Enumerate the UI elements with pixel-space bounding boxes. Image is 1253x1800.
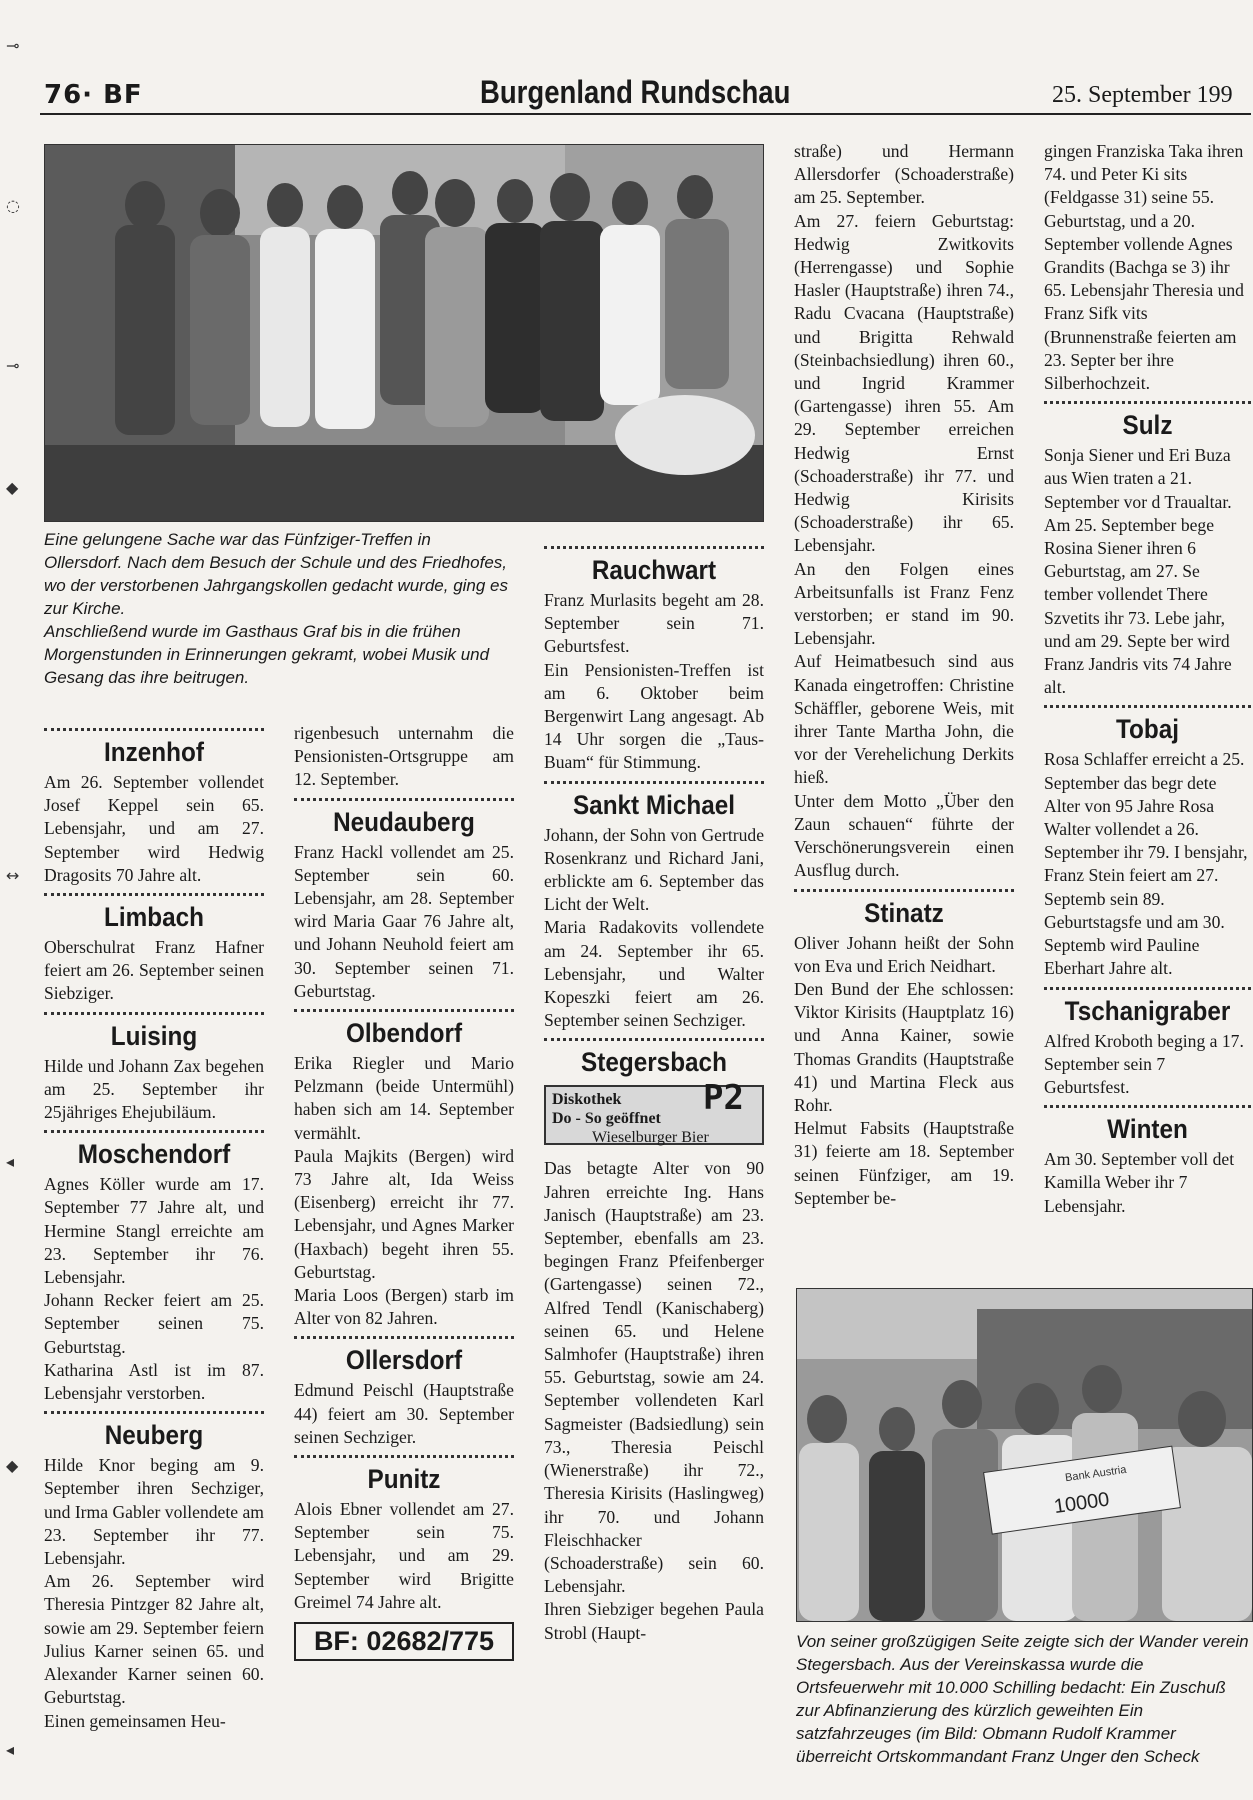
section-divider <box>1044 1105 1251 1108</box>
newspaper-title: Burgenland Rundschau <box>480 74 791 110</box>
article-text: Alois Ebner vollendet am 27. September sein 75. Lebensjahr, und am 29. September wird Brigitte Greimel 74 Jahre alt. <box>294 1499 514 1612</box>
section-divider <box>44 1130 264 1133</box>
section-head-luising: Luising <box>110 1020 198 1051</box>
section-divider <box>544 781 764 784</box>
section-head-ollersdorf: Ollersdorf <box>345 1345 463 1376</box>
article-text: Ein Pensionisten-Treffen ist am 6. Oktober beim Bergenwirt Lang angesagt. Ab 14 Uhr sorgen die „Taus-Buam“ für Stimmung. <box>544 659 764 773</box>
cheque-amount-text: 10000 <box>1052 1488 1111 1519</box>
article-text: Oliver Johann heißt der Sohn von Eva und Erich Neidhart. <box>794 932 1014 976</box>
margin-mark-icon: ⊸ <box>6 356 20 375</box>
article-text: Einen gemeinsamen Heu- <box>44 1710 226 1731</box>
scan-margin <box>0 0 34 1800</box>
section-head-tschanigraben: Tschanigraber <box>1064 995 1231 1026</box>
bf-phone-box: BF: 02682/775 <box>294 1622 514 1661</box>
bottom-photo-caption: Von seiner großzügigen Seite zeigte sich der Wander verein Stegersbach. Aus der Vereinskassa wurde die Ortsfeuerwehr mit 10.000 Schilling bedacht: Ein Zuschuß zur Abfinanzierung des kürzlich geweihten Ein satzfahrzeuges (im Bild: Obmann Rudolf Krammer überreicht Ortskommandant Franz Unger den Scheck <box>796 1632 1249 1766</box>
article-text: gingen Franziska Taka ihren 74. und Peter Ki sits (Feldgasse 31) seine 55. Geburtstag, und a 20. September vollende Agnes Grandits (Bachga se 3) ihr 65. Lebensjahr Theresia und Franz Sifk vits (Brunnenstraße feierten am 23. Septer ber ihre Silberhochzeit. <box>1044 141 1244 394</box>
section-divider <box>44 728 264 731</box>
section-head-neuberg: Neuberg <box>104 1420 204 1451</box>
article-text: An den Folgen eines Arbeitsunfalls ist Franz Fenz verstorben; er stand im 90. Lebensjahr. <box>794 558 1014 649</box>
margin-mark-icon: ◂ <box>6 1740 15 1759</box>
article-text: Den Bund der Ehe schlossen: Viktor Kirisits (Hauptplatz 16) und Anna Kainer, sowie Thomas Grandits (Hauptstraße 41) und Martina Fleck aus Rohr. <box>794 978 1014 1115</box>
page-number: 76· BF <box>44 80 143 110</box>
section-head-tobaj: Tobaj <box>1116 714 1179 745</box>
header-rule <box>40 113 1251 115</box>
article-text: Hilde Knor beging am 9. September ihren Sechziger, und Irma Gabler vollendete am 23. September ihr 77. Lebensjahr. <box>44 1455 264 1569</box>
section-head-limbach: Limbach <box>104 902 204 933</box>
article-text: Am 26. September vollendet Josef Keppel sein 65. Lebensjahr, und am 27. September wird Hedwig Dragosits 70 Jahre alt. <box>44 772 264 885</box>
ad-line: Wieselburger Bier <box>592 1129 709 1147</box>
section-head-sulz: Sulz <box>1122 410 1173 441</box>
column-3 <box>544 540 764 1776</box>
cheque-photo-image <box>797 1289 1252 1621</box>
cheque-bank-text: Bank Austria <box>1064 1463 1128 1485</box>
article-text: Erika Riegler und Mario Pelzmann (beide Untermühl) haben sich am 14. September vermählt. <box>294 1053 514 1143</box>
cheque-photo <box>796 1288 1253 1622</box>
section-divider <box>294 1455 514 1458</box>
article-text: Am 25. September bege Rosina Siener ihren 6 Geburtstag, am 27. Se tember vollendet There Szvetits ihr 73. Lebe jahr, und am 29. Septe ber wird Franz Jandris vits 74 Jahre alt. <box>1044 514 1232 698</box>
article-text: Helmut Fabsits (Hauptstraße 31) feierte am 18. September seinen Fünfziger, am 19. September be- <box>794 1118 1014 1208</box>
section-head-moschendorf: Moschendorf <box>77 1139 231 1170</box>
column-5 <box>1044 140 1251 1256</box>
article-text: Johann, der Sohn von Gertrude Rosenkranz und Richard Jani, erblickte am 6. September das Licht der Welt. <box>544 824 764 915</box>
section-head-rauchwart: Rauchwart <box>591 555 717 585</box>
article-text: Katharina Astl ist im 87. Lebensjahr verstorben. <box>44 1359 264 1404</box>
article-text: Rosa Schlaffer erreicht a 25. September das begr dete Alter von 95 Jahre Rosa Walter vollendet a 26. September ihr 79. I bensjahr, Franz Stein feiert am 27. Septemb sein 89. Geburtstagsfe und am 30. Septemb wird Pauline Eberhart Jahre alt. <box>1044 749 1248 979</box>
margin-mark-icon: ◌ <box>6 196 20 215</box>
disco-advert <box>544 1078 764 1147</box>
ad-line: Diskothek <box>552 1091 622 1109</box>
article-text: Unter dem Motto „Über den Zaun schauen“ führte der Verschönerungsverein einen Ausflug durch. <box>794 790 1014 881</box>
ad-logo: P2 <box>703 1078 744 1119</box>
article-text: Maria Loos (Bergen) starb im Alter von 82 Jahren. <box>294 1285 514 1329</box>
section-divider <box>294 1009 514 1012</box>
group-photo-image <box>45 145 763 521</box>
article-text: Johann Recker feiert am 25. September seinen 75. Geburtstag. <box>44 1290 264 1357</box>
article-text: Paula Majkits (Bergen) wird 73 Jahre alt, Ida Weiss (Eisenberg) erreicht ihr 77. Lebensjahr, und Agnes Marker (Haxbach) begeht ihren 55. Geburtstag. <box>294 1145 514 1282</box>
article-text: Sonja Siener und Eri Buza aus Wien traten a 21. September vor d Traualtar. <box>1044 445 1232 512</box>
section-head-olbendorf: Olbendorf <box>345 1018 463 1049</box>
section-divider <box>44 1411 264 1414</box>
section-head-stinatz: Stinatz <box>864 897 944 928</box>
article-text: rigenbesuch unternahm die Pensionisten-Ortsgruppe am 12. September. <box>294 723 514 790</box>
article-text: Oberschulrat Franz Hafner feiert am 26. September seinen Siebziger. <box>44 937 264 1004</box>
section-divider <box>544 546 764 549</box>
column-4 <box>794 140 1014 1208</box>
section-head-punitz: Punitz <box>367 1464 441 1495</box>
article-text: Hilde und Johann Zax begehen am 25. September ihr 25jähriges Ehejubiläum. <box>44 1055 264 1123</box>
article-text: Am 27. feiern Geburtstag: Hedwig Zwitkovits (Herrengasse) und Sophie Hasler (Hauptstraße) ihren 74., Radu Cvacana (Hauptstraße) und Brigitta Rehwald (Steinbachsiedlung) ihren 60., und Ingrid Krammer (Gartengasse) ihren 55. Am 29. September erreichen Hedwig Ernst (Schoaderstraße) ihr 77. und Hedwig Kirisits (Schoaderstraße) ihr 65. Lebensjahr. <box>794 210 1014 556</box>
article-text: Das betagte Alter von 90 Jahren erreichte Ing. Hans Janisch (Hauptstraße) am 23. September, ebenfalls am 23. begingen Franz Pfeifenberger (Gartengasse) seinen 72., Alfred Tendl (Kanischaberg) seinen 65. und Helene Salmhofer (Hauptstraße) ihren 55. Geburtstag, sowie am 24. September vollendeten Karl Sagmeister (Badsiedlung) sein 73., Theresia Peischl (Wienerstraße) ihr 72., Theresia Kirisits (Haslingweg) ihr 70. und Johann Fleischhacker (Schoaderstraße) sein 60. Lebensjahr. <box>544 1158 764 1597</box>
section-head-neudauberg: Neudauberg <box>333 806 475 837</box>
article-text: Franz Hackl vollendet am 25. September sein 60. Lebensjahr, am 28. September wird Maria Gaar 76 Jahre alt, und Johann Neuhold feiert am 30. September seinen 71. Geburtstag. <box>294 841 514 1001</box>
article-text: straße) und Hermann Allersdorfer (Schoaderstraße) am 25. September. <box>794 141 1014 208</box>
article-text: Edmund Peischl (Hauptstraße 44) feiert am 30. September seinen Sechziger. <box>294 1380 514 1447</box>
group-photo <box>44 144 764 522</box>
section-divider <box>1044 987 1251 990</box>
section-head-inzenhof: Inzenhof <box>104 737 204 767</box>
article-text: Franz Murlasits begeht am 28. September sein 71. Geburtsfest. <box>544 590 764 657</box>
section-head-winten: Winten <box>1107 1114 1188 1145</box>
margin-mark-icon: ◆ <box>6 1456 19 1475</box>
ad-line: Do - So geöffnet <box>552 1110 661 1128</box>
margin-mark-icon: ⊸ <box>6 36 20 55</box>
margin-mark-icon: ◂ <box>6 1152 15 1171</box>
section-divider <box>544 1038 764 1041</box>
section-head-sankt-michael: Sankt Michael <box>572 789 736 820</box>
section-divider <box>294 1336 514 1339</box>
section-divider <box>794 889 1014 892</box>
section-divider <box>294 798 514 801</box>
section-divider <box>1044 705 1251 708</box>
margin-mark-icon: ↔ <box>6 866 20 885</box>
article-text: Auf Heimatbesuch sind aus Kanada eingetroffen: Christine Schäffler, geborene Weis, mit ihrer Tante Martha John, die vor der Verehelichung Derkits hieß. <box>794 651 1014 788</box>
section-divider <box>44 893 264 896</box>
margin-mark-icon: ◆ <box>6 478 19 497</box>
top-photo-caption: Eine gelungene Sache war das Fünfziger-Treffen in Ollersdorf. Nach dem Besuch der Schule und des Friedhofes, wo der verstorbenen Jahrgangskollen gedacht wurde, ging es zur Kirche. Anschließend wurde im Gasthaus Graf bis in die frühen Morgenstunden in Erinnerungen gekramt, wobei Musik und Gesang das ihre beitrugen. <box>44 530 509 687</box>
article-text: Alfred Kroboth beging a 17. September sein 7 Geburtsfest. <box>1044 1030 1244 1097</box>
article-text: Ihren Siebziger begehen Paula Strobl (Haupt- <box>544 1599 764 1643</box>
column-1 <box>44 722 264 1776</box>
article-text: Am 30. September voll det Kamilla Weber ihr 7 Lebensjahr. <box>1044 1149 1235 1216</box>
section-head-stegersbach: Stegersbach <box>581 1047 727 1078</box>
article-text: Agnes Köller wurde am 17. September 77 Jahre alt, und Hermine Stangl erreichte am 23. September ihr 76. Lebensjahr. <box>44 1174 264 1288</box>
section-divider <box>1044 401 1251 404</box>
column-2 <box>294 722 514 1776</box>
article-text: Am 26. September wird Theresia Pintzger 82 Jahre alt, sowie am 29. September feiern Julius Karner seinen 65. und Alexander Karner seinen 60. Geburtstag. <box>44 1571 264 1708</box>
article-text: Maria Radakovits vollendete am 24. September ihr 65. Lebensjahr, und Walter Kopeszki feiert am 26. September seinen Sechziger. <box>544 917 764 1031</box>
issue-date: 25. September 199 <box>1052 82 1233 108</box>
section-divider <box>44 1012 264 1015</box>
